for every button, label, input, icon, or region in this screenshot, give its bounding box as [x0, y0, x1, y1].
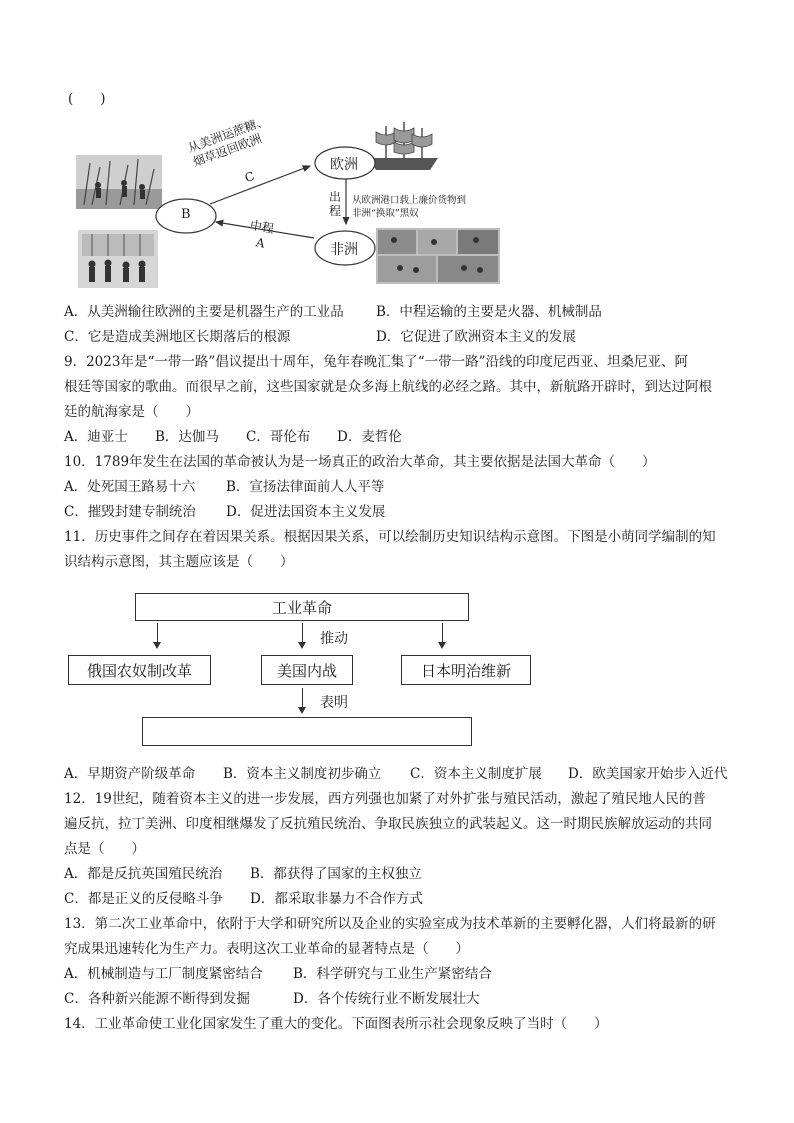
arrow-to-theme [302, 688, 303, 712]
q12-option-d[interactable]: D．都采取非暴力不合作方式 [250, 891, 423, 907]
arrow-to-us [302, 623, 303, 647]
q10-option-c[interactable]: C．摧毁封建专制统治 [64, 504, 196, 520]
label-push: 推动 [320, 631, 348, 647]
node-b: B [181, 207, 191, 222]
arrow-to-japan [442, 623, 443, 647]
q11-stem-line2: 识结构示意图，其主题应该是（ ） [64, 554, 294, 570]
q10-option-b[interactable]: B．宣扬法律面前人人平等 [226, 479, 385, 495]
q10-option-d[interactable]: D．促进法国资本主义发展 [226, 504, 386, 520]
q9-option-d[interactable]: D．麦哲伦 [337, 429, 402, 445]
node-europe: 欧洲 [330, 157, 358, 173]
q8-answer-bracket: ( ) [68, 91, 106, 107]
q11-option-c[interactable]: C．资本主义制度扩展 [410, 766, 542, 782]
box-russia-reform: 俄国农奴制改革 [68, 655, 211, 685]
box-industrial-revolution: 工业革命 [135, 593, 469, 621]
q12-stem-line3: 点是（ ） [64, 841, 145, 857]
box-theme-blank [142, 717, 472, 746]
box-meiji-restoration: 日本明治维新 [401, 655, 531, 685]
label-show: 表明 [320, 695, 348, 711]
route-a-letter: A [254, 235, 266, 251]
q10-option-a[interactable]: A．处死国王路易十六 [64, 479, 196, 495]
route-out-label: 出程 [329, 190, 342, 218]
q11-option-b[interactable]: B．资本主义制度初步确立 [223, 766, 382, 782]
q13-option-a[interactable]: A．机械制造与工厂制度紧密结合 [64, 966, 263, 982]
q8-option-b[interactable]: B．中程运输的主要是火器、机械制品 [376, 304, 602, 320]
q12-option-b[interactable]: B．都获得了国家的主权独立 [250, 866, 422, 882]
q11-option-d[interactable]: D．欧美国家开始步入近代 [568, 766, 728, 782]
q13-stem-line2: 究成果迅速转化为生产力。表明这次工业革命的显著特点是（ ） [64, 941, 469, 957]
q11-option-a[interactable]: A．早期资产阶级革命 [64, 766, 196, 782]
q13-option-b[interactable]: B．科学研究与工业生产紧密结合 [293, 966, 492, 982]
q13-stem-line1: 13．第二次工业革命中，依附于大学和研究所以及企业的实验室成为技术革新的主要孵化器，人们将最新的研 [64, 916, 716, 932]
q12-stem-line2: 遍反抗，拉丁美洲、印度相继爆发了反抗殖民统治、争取民族独立的武装起义。这一时期民族解放运动的共同 [64, 816, 712, 832]
arrow-to-russia [157, 623, 158, 647]
q11-stem-line1: 11．历史事件之间存在着因果关系。根据因果关系，可以绘制历史知识结构示意图。下图是小萌同学编制的知 [64, 529, 716, 545]
q12-stem-line1: 12．19世纪，随着资本主义的进一步发展，西方列强也加紧了对外扩张与殖民活动，激起了殖民地人民的普 [64, 791, 706, 807]
q8-option-c[interactable]: C．它是造成美洲地区长期落后的根源 [64, 329, 291, 345]
q12-option-a[interactable]: A．都是反抗英国殖民统治 [64, 866, 223, 882]
q9-stem-line2: 根廷等国家的歌曲。而很早之前，这些国家就是众多海上航线的必经之路。其中，新航路开辟时，到达过阿根 [64, 379, 712, 395]
q9-stem-line3: 廷的航海家是（ ） [64, 404, 199, 420]
q12-option-c[interactable]: C．都是正义的反侵略斗争 [64, 891, 223, 907]
q9-stem-line1: 9．2023年是“一带一路”倡议提出十周年，兔年春晚汇集了“一带一路”沿线的印度尼西亚、坦桑尼亚、阿 [64, 354, 689, 370]
q13-option-d[interactable]: D．各个传统行业不断发展壮大 [293, 991, 480, 1007]
q8-option-a[interactable]: A．从美洲输往欧洲的主要是机器生产的工业品 [64, 304, 344, 320]
box-us-civil-war: 美国内战 [261, 655, 353, 685]
q10-stem: 10．1789年发生在法国的革命被认为是一场真正的政治大革命，其主要依据是法国大革命（ ） [64, 454, 656, 470]
q14-stem: 14．工业革命使工业化国家发生了重大的变化。下面图表所示社会现象反映了当时（ ） [64, 1016, 608, 1032]
q8-option-d[interactable]: D．它促进了欧洲资本主义的发展 [376, 329, 576, 345]
node-africa: 非洲 [330, 242, 358, 258]
q13-option-c[interactable]: C．各种新兴能源不断得到发掘 [64, 991, 250, 1007]
route-out-desc: 从欧洲港口载上廉价货物到非洲“换取”黑奴 [352, 195, 467, 219]
route-a-label: 中程 [248, 218, 275, 236]
q9-option-c[interactable]: C．哥伦布 [246, 429, 311, 445]
route-c-letter: C [242, 168, 257, 186]
q9-option-a[interactable]: A．迪亚士 [64, 429, 128, 445]
route-c-label: 从美洲运蔗糖、烟草返回欧洲 [186, 113, 270, 170]
triangular-trade-diagram [70, 113, 510, 293]
q9-option-b[interactable]: B．达伽马 [155, 429, 219, 445]
